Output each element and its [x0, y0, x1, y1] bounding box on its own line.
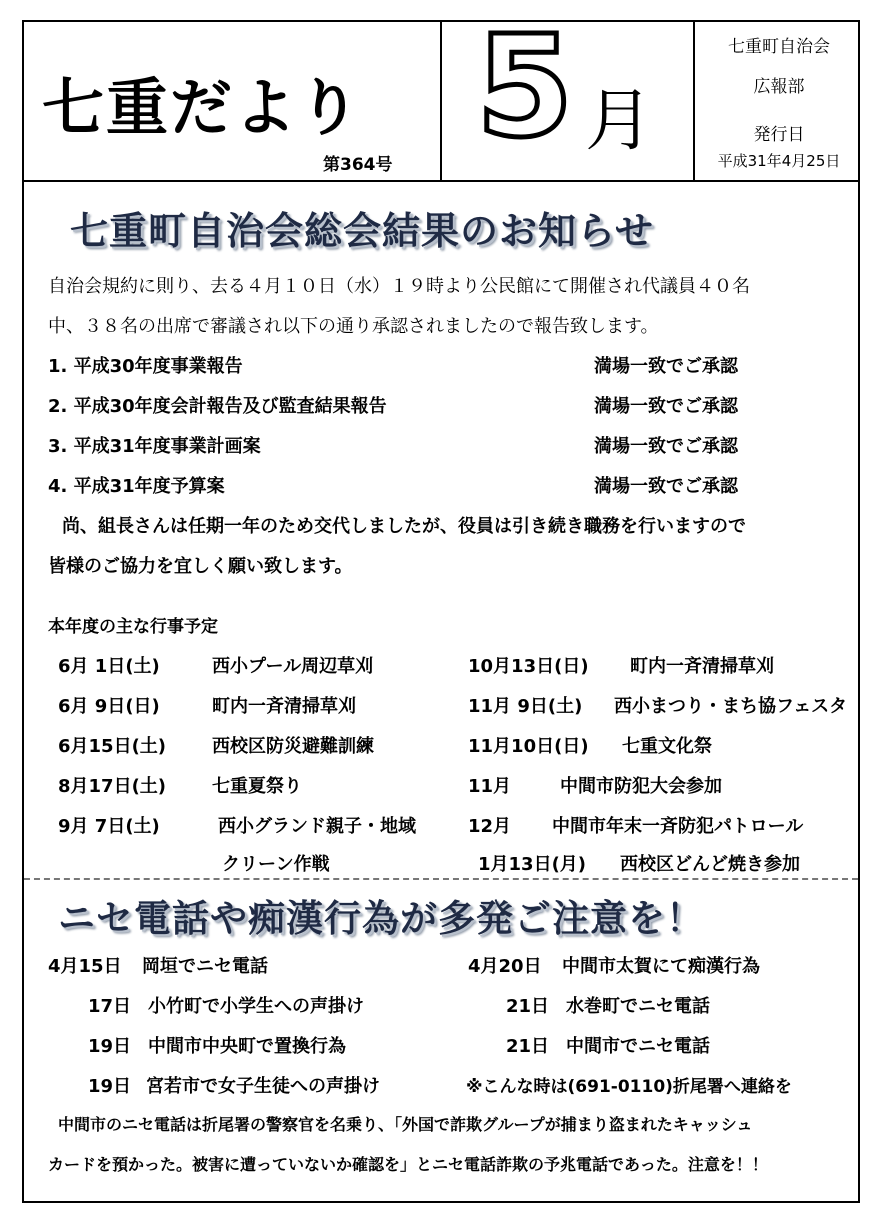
schedule-left-event-1: 西小プール周辺草刈	[212, 656, 374, 677]
alert-left-date-2: 17日	[88, 996, 132, 1017]
schedule-right-event-1: 町内一斉清掃草刈	[630, 656, 774, 677]
agenda-result-3: 満場一致でご承認	[594, 436, 738, 457]
agenda-item-1: 1. 平成30年度事業報告	[48, 356, 243, 377]
alert-right-date-2: 21日	[506, 996, 550, 1017]
schedule-heading: 本年度の主な行事予定	[48, 617, 218, 637]
agenda-item-3: 3. 平成31年度事業計画案	[48, 436, 261, 457]
issue-number: 第364号	[323, 155, 393, 175]
section-divider	[24, 878, 858, 880]
schedule-left-event-5: 西小グランド親子・地域	[218, 816, 416, 837]
schedule-right-date-6: 1月13日(月)	[478, 854, 587, 875]
schedule-left-event-2: 町内一斉清掃草刈	[212, 696, 356, 717]
agenda-item-2: 2. 平成30年度会計報告及び監査結果報告	[48, 396, 387, 417]
newsletter-title: 七重だより	[42, 71, 363, 144]
alert-left-date-3: 19日	[88, 1036, 132, 1057]
org-name: 七重町自治会	[728, 37, 830, 57]
alert-left-date-4: 19日	[88, 1076, 132, 1097]
schedule-left-date-5: 9月 7日(土)	[58, 816, 160, 837]
section1-intro-2: 中、３８名の出席で審議され以下の通り承認されましたので報告致します。	[48, 316, 659, 337]
section1-note-1: 尚、組長さんは任期一年のため交代しましたが、役員は引き続き職務を行いますので	[62, 516, 746, 537]
section1-note-2: 皆様のご協力を宜しく願い致します。	[48, 556, 353, 577]
schedule-right-date-2: 11月 9日(土)	[468, 696, 583, 717]
schedule-right-date-1: 10月13日(日)	[468, 656, 589, 677]
alert-left-event-2: 小竹町で小学生への声掛け	[148, 996, 364, 1017]
agenda-result-2: 満場一致でご承認	[594, 396, 738, 417]
issue-date: 平成31年4月25日	[717, 152, 841, 170]
schedule-left-date-1: 6月 1日(土)	[58, 656, 160, 677]
schedule-right-date-4: 11月	[468, 776, 512, 797]
schedule-left-event-3: 西校区防災避難訓練	[212, 736, 374, 757]
alert-right-date-1: 4月20日	[468, 956, 542, 977]
header-divider-2	[693, 20, 695, 182]
section1-intro-1: 自治会規約に則り、去る４月１０日（水）１９時より公民館にて開催され代議員４０名	[48, 276, 750, 297]
header-bottom-line	[22, 180, 860, 182]
schedule-left-date-3: 6月15日(土)	[58, 736, 167, 757]
alert-right-event-1: 中間市太賀にて痴漢行為	[562, 956, 760, 977]
org-dept: 広報部	[753, 77, 805, 97]
schedule-right-date-5: 12月	[468, 816, 512, 837]
schedule-left-event-4: 七重夏祭り	[212, 776, 302, 797]
section2-title: ニセ電話や痴漢行為が多発ご注意を！	[58, 897, 704, 940]
schedule-right-event-6: 西校区どんど焼き参加	[620, 854, 800, 875]
schedule-right-event-5: 中間市年末一斉防犯パトロール	[552, 816, 804, 837]
issue-date-label: 発行日	[753, 125, 805, 145]
alert-left-event-3: 中間市中央町で置換行為	[148, 1036, 346, 1057]
schedule-right-event-4: 中間市防犯大会参加	[560, 776, 722, 797]
agenda-item-4: 4. 平成31年度予算案	[48, 476, 225, 497]
schedule-left-date-4: 8月17日(土)	[58, 776, 167, 797]
police-contact: ※こんな時は(691-0110)折尾署へ連絡を	[466, 1077, 792, 1097]
alert-right-event-3: 中間市でニセ電話	[566, 1036, 710, 1057]
month-label: 月	[585, 82, 654, 161]
agenda-result-1: 満場一致でご承認	[594, 356, 738, 377]
alert-left-date-1: 4月15日	[48, 956, 122, 977]
month-number: 5	[476, 6, 574, 169]
alert-left-event-1: 岡垣でニセ電話	[142, 956, 268, 977]
schedule-right-event-2: 西小まつり・まち協フェスタ	[614, 696, 848, 717]
section1-title: 七重町自治会総会結果のお知らせ	[70, 209, 654, 253]
schedule-left-event-5-cont: クリーン作戦	[222, 854, 330, 875]
schedule-right-date-3: 11月10日(日)	[468, 736, 589, 757]
section2-note-1: 中間市のニセ電話は折尾署の警察官を名乗り、「外国で詐欺グループが捕まり盗まれたキャッシュ	[58, 1115, 753, 1134]
alert-left-event-4: 宮若市で女子生徒への声掛け	[146, 1076, 380, 1097]
alert-right-event-2: 水巻町でニセ電話	[566, 996, 710, 1017]
alert-right-date-3: 21日	[506, 1036, 550, 1057]
header-divider-1	[440, 20, 442, 182]
schedule-left-date-2: 6月 9日(日)	[58, 696, 160, 717]
agenda-result-4: 満場一致でご承認	[594, 476, 738, 497]
schedule-right-event-3: 七重文化祭	[622, 736, 712, 757]
section2-note-2: カードを預かった。被害に遭っていないか確認を」とニセ電話詐欺の予兆電話であった。注意を！！	[48, 1155, 768, 1174]
